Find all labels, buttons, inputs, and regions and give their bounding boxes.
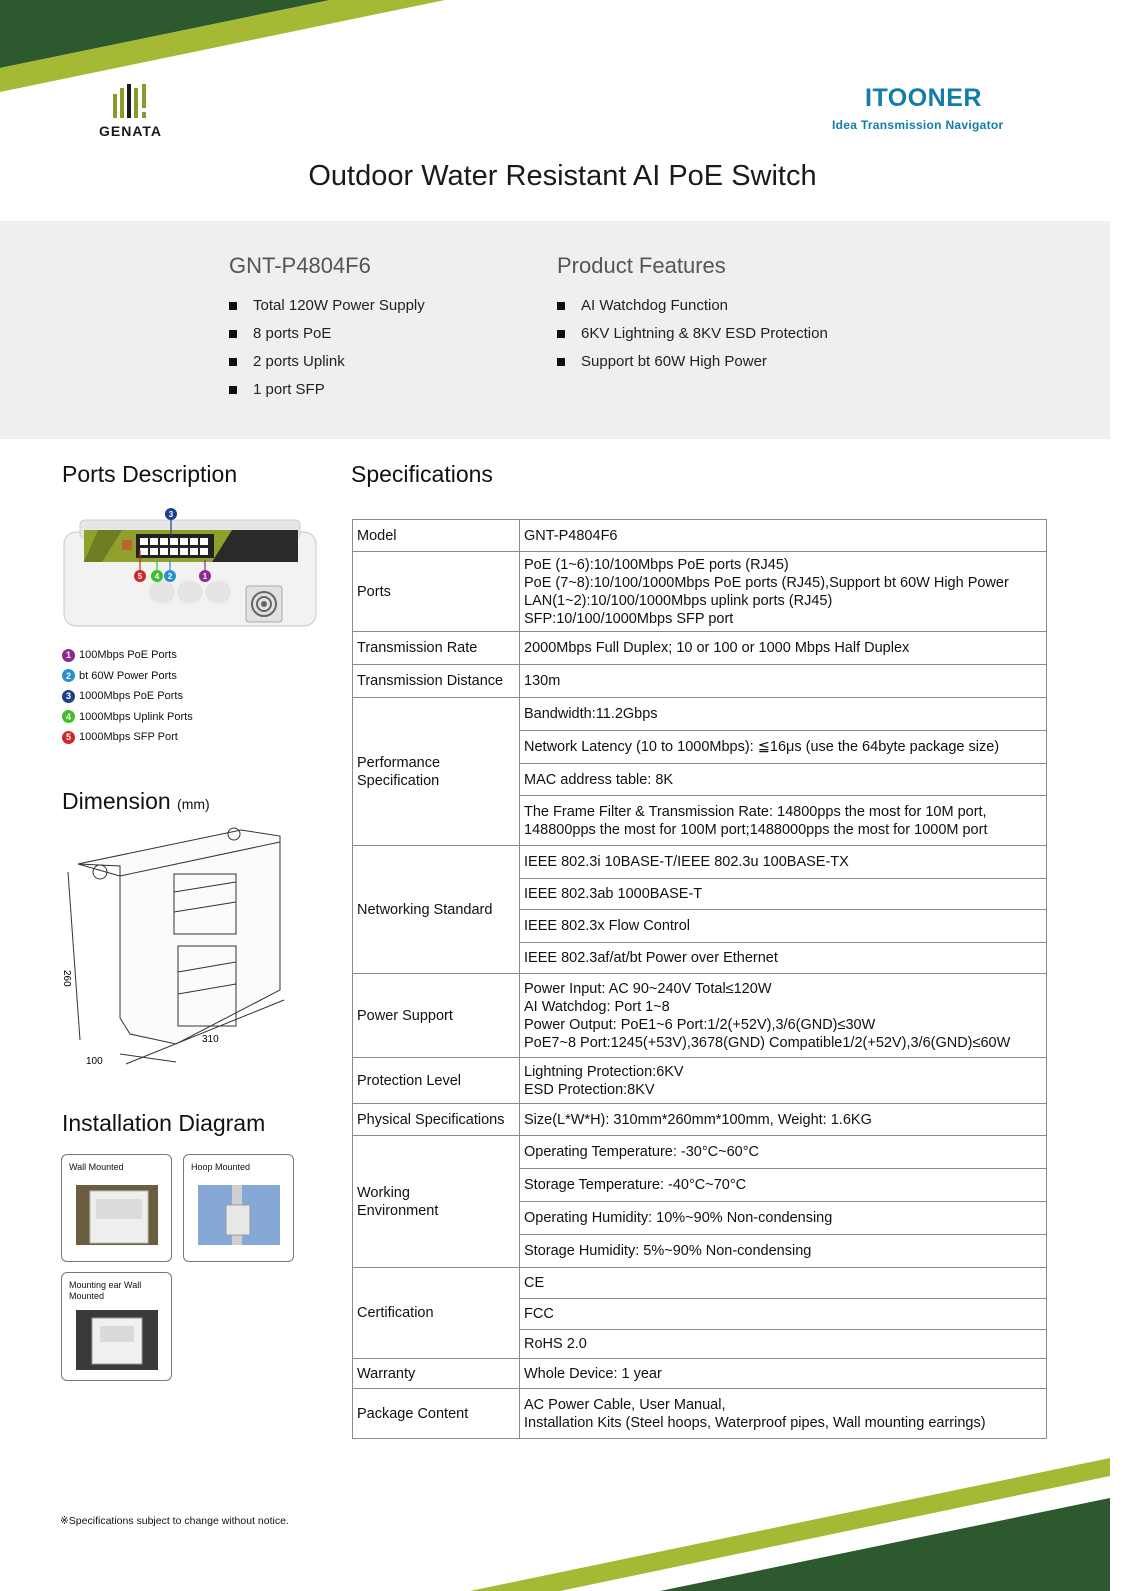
legend-label: bt 60W Power Ports — [79, 669, 177, 682]
switch-ports-photo — [62, 506, 318, 630]
legend-label: 100Mbps PoE Ports — [79, 649, 177, 662]
spec-line: Power Input: AC 90~240V Total≤120W — [524, 980, 772, 997]
features-list — [557, 292, 828, 376]
dimension-drawing — [56, 822, 296, 1072]
spec-value: Bandwidth:11.2Gbps — [520, 698, 1047, 731]
spec-line: PoE7~8 Port:1245(+53V),3678(GND) Compatible1/2(+52V),3/6(GND)≤60W — [524, 1034, 1011, 1051]
spec-value: IEEE 802.3i 10BASE-T/IEEE 802.3u 100BASE-TX — [520, 846, 1047, 879]
list-item: 2 ports Uplink — [229, 348, 425, 376]
spec-value: 2000Mbps Full Duplex; 10 or 100 or 1000 Mbps Half Duplex — [520, 632, 1047, 665]
model-points-list — [229, 292, 425, 404]
spec-line: Power Output: PoE1~6 Port:1/2(+52V),3/6(GND)≤30W — [524, 1016, 876, 1033]
list-item: Total 120W Power Supply — [229, 292, 425, 320]
spec-value: MAC address table: 8K — [520, 764, 1047, 796]
legend-label: 1000Mbps PoE Ports — [79, 690, 183, 703]
spec-label: Physical Specifications — [353, 1104, 520, 1136]
spec-label: Ports — [353, 552, 520, 632]
legend-number-badge: 1 — [62, 649, 75, 662]
table-row — [353, 1268, 1047, 1299]
legend-item — [62, 645, 193, 666]
spec-label — [353, 1136, 520, 1268]
spec-line: AC Power Cable, User Manual, — [524, 1396, 726, 1413]
spec-label: Transmission Rate — [353, 632, 520, 665]
install-hoop-mounted — [183, 1154, 294, 1262]
install-caption: Hoop Mounted — [191, 1162, 251, 1172]
spec-line: Installation Kits (Steel hoops, Waterproof pipes, Wall mounting earrings) — [524, 1414, 986, 1431]
legend-item — [62, 686, 193, 707]
table-row — [353, 665, 1047, 698]
svg-text:2: 2 — [167, 572, 173, 581]
svg-text:5: 5 — [137, 572, 143, 581]
list-item: Support bt 60W High Power — [557, 348, 828, 376]
spec-label: Networking Standard — [353, 846, 520, 974]
table-row — [353, 1104, 1047, 1136]
summary-band — [0, 221, 1110, 439]
spec-value — [520, 552, 1047, 632]
page-title: Outdoor Water Resistant AI PoE Switch — [308, 160, 817, 192]
table-row — [353, 846, 1047, 879]
dimension-heading — [62, 788, 210, 815]
legend-label: 1000Mbps SFP Port — [79, 731, 178, 744]
spec-label — [353, 698, 520, 846]
table-row — [353, 974, 1047, 1058]
spec-value: FCC — [520, 1299, 1047, 1330]
list-item: 6KV Lightning & 8KV ESD Protection — [557, 320, 828, 348]
install-caption: Mounting ear Wall Mounted — [69, 1280, 142, 1301]
spec-value: Network Latency (10 to 1000Mbps): ≦16μs (use the 64byte package size) — [520, 731, 1047, 764]
specifications-table — [352, 519, 1047, 1439]
spec-line: PoE (7~8):10/100/1000Mbps PoE ports (RJ45),Support bt 60W High Power — [524, 574, 1009, 591]
dimension-width-label: 310 — [202, 1034, 219, 1045]
specifications-heading: Specifications — [351, 461, 493, 487]
spec-value — [520, 974, 1047, 1058]
table-row — [353, 1136, 1047, 1169]
dimension-height-label: 260 — [61, 970, 72, 987]
spec-label: Package Content — [353, 1389, 520, 1439]
spec-value — [520, 1389, 1047, 1439]
list-item: 1 port SFP — [229, 376, 425, 404]
spec-label: Power Support — [353, 974, 520, 1058]
list-item: AI Watchdog Function — [557, 292, 828, 320]
spec-label-line: Working — [357, 1184, 410, 1201]
install-caption: Wall Mounted — [69, 1162, 124, 1172]
table-row — [353, 1389, 1047, 1439]
spec-value: IEEE 802.3x Flow Control — [520, 910, 1047, 943]
table-row — [353, 1058, 1047, 1104]
spec-label: Protection Level — [353, 1058, 520, 1104]
dimension-depth-label: 100 — [86, 1056, 103, 1067]
svg-text:3: 3 — [168, 510, 174, 519]
legend-number-badge: 2 — [62, 669, 75, 682]
legend-number-badge: 3 — [62, 690, 75, 703]
legend-label: 1000Mbps Uplink Ports — [79, 710, 193, 723]
spec-line: Lightning Protection:6KV — [524, 1063, 684, 1080]
spec-value: Whole Device: 1 year — [520, 1359, 1047, 1389]
spec-value: CE — [520, 1268, 1047, 1299]
spec-label: Certification — [353, 1268, 520, 1359]
spec-value: IEEE 802.3af/at/bt Power over Ethernet — [520, 943, 1047, 974]
spec-line: PoE (1~6):10/100Mbps PoE ports (RJ45) — [524, 556, 789, 573]
spec-label: Model — [353, 520, 520, 552]
spec-value: GNT-P4804F6 — [520, 520, 1047, 552]
genata-logo-icon — [113, 84, 149, 118]
spec-line: SFP:10/100/1000Mbps SFP port — [524, 610, 734, 627]
list-item: 8 ports PoE — [229, 320, 425, 348]
itooner-tagline: Idea Transmission Navigator — [832, 118, 1004, 132]
spec-line: 148800pps the most for 100M port;1488000pps the most for 1000M port — [524, 821, 988, 838]
spec-value: 130m — [520, 665, 1047, 698]
spec-label: Warranty — [353, 1359, 520, 1389]
spec-label-line: Environment — [357, 1202, 439, 1219]
table-row — [353, 632, 1047, 665]
table-row — [353, 1359, 1047, 1389]
spec-value: RoHS 2.0 — [520, 1330, 1047, 1359]
ports-legend — [62, 645, 193, 748]
model-heading: GNT-P4804F6 — [229, 253, 371, 278]
dimension-unit: (mm) — [177, 796, 210, 812]
mounting-ear-photo — [76, 1310, 158, 1370]
features-heading: Product Features — [557, 253, 726, 278]
legend-number-badge: 4 — [62, 710, 75, 723]
spec-label-line: Specification — [357, 772, 440, 789]
spec-label-line: Performance — [357, 754, 441, 771]
spec-line: The Frame Filter & Transmission Rate: 14800pps the most for 10M port, — [524, 803, 987, 820]
spec-value: Operating Temperature: -30°C~60°C — [520, 1136, 1047, 1169]
table-row — [353, 698, 1047, 731]
wall-mounted-photo — [76, 1185, 158, 1245]
svg-text:1: 1 — [202, 572, 208, 581]
dimension-title: Dimension — [62, 788, 171, 814]
table-row — [353, 520, 1047, 552]
spec-value: Storage Humidity: 5%~90% Non-condensing — [520, 1235, 1047, 1268]
install-mounting-ear — [61, 1272, 172, 1381]
spec-line: LAN(1~2):10/100/1000Mbps uplink ports (RJ45) — [524, 592, 833, 609]
spec-value: Operating Humidity: 10%~90% Non-condensing — [520, 1202, 1047, 1235]
spec-value: Storage Temperature: -40°C~70°C — [520, 1169, 1047, 1202]
installation-heading: Installation Diagram — [62, 1110, 266, 1136]
legend-item — [62, 666, 193, 687]
ports-heading: Ports Description — [62, 461, 238, 487]
spec-label: Transmission Distance — [353, 665, 520, 698]
table-row — [353, 552, 1047, 632]
spec-line: ESD Protection:8KV — [524, 1081, 655, 1098]
spec-value: IEEE 802.3ab 1000BASE-T — [520, 879, 1047, 910]
spec-line: AI Watchdog: Port 1~8 — [524, 998, 670, 1015]
legend-number-badge: 5 — [62, 731, 75, 744]
spec-value — [520, 1058, 1047, 1104]
legend-item — [62, 707, 193, 728]
svg-text:4: 4 — [154, 572, 160, 581]
legend-item — [62, 727, 193, 748]
footnote: ※Specifications subject to change without notice. — [60, 1515, 289, 1527]
itooner-logo: ITOONER — [865, 84, 982, 112]
hoop-mounted-photo — [198, 1185, 280, 1245]
install-wall-mounted — [61, 1154, 172, 1262]
spec-value — [520, 796, 1047, 846]
genata-logo-text: GENATA — [99, 123, 163, 139]
spec-value: Size(L*W*H): 310mm*260mm*100mm, Weight: 1.6KG — [520, 1104, 1047, 1136]
